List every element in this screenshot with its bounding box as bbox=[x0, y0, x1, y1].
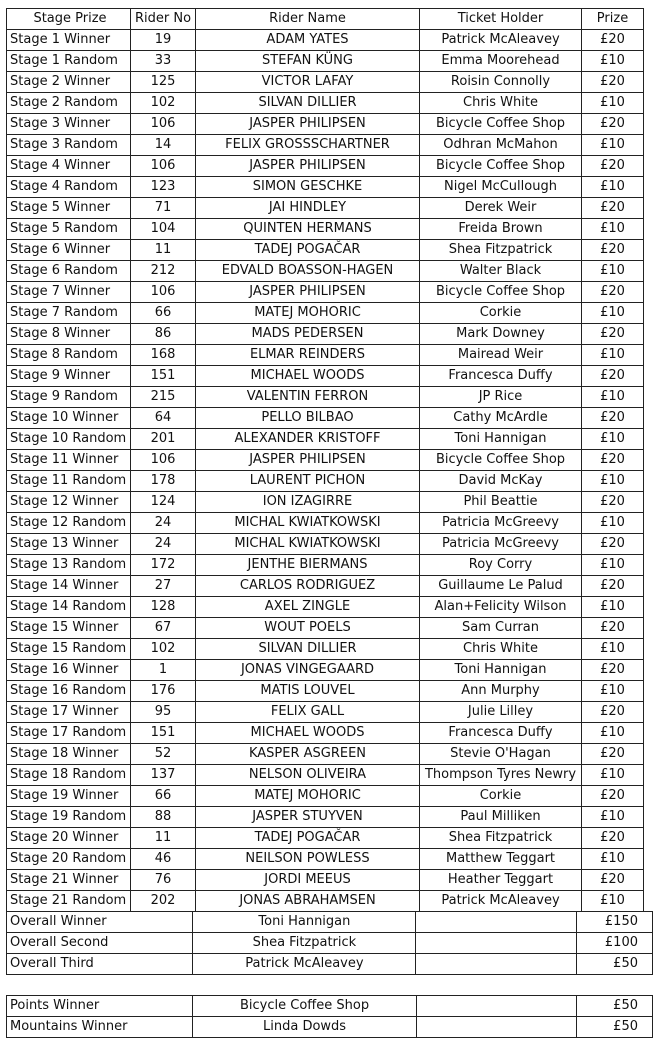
table-row bbox=[7, 555, 644, 576]
table-row bbox=[7, 30, 644, 51]
stage-prize-cell: Stage 3 Random bbox=[7, 135, 131, 156]
table-row bbox=[7, 807, 644, 828]
rider-name-cell: MICHAEL WOODS bbox=[196, 366, 420, 387]
prize-cell: £10 bbox=[582, 177, 644, 198]
rider-no-cell: 76 bbox=[131, 870, 196, 891]
header-rider-no: Rider No bbox=[131, 9, 196, 30]
rider-no-cell: 215 bbox=[131, 387, 196, 408]
blank-cell bbox=[416, 933, 577, 954]
rider-name-cell: JAI HINDLEY bbox=[196, 198, 420, 219]
prize-cell: £20 bbox=[582, 72, 644, 93]
stage-prize-cell: Stage 9 Random bbox=[7, 387, 131, 408]
rider-name-cell: MICHAEL WOODS bbox=[196, 723, 420, 744]
ticket-holder-cell: David McKay bbox=[420, 471, 582, 492]
table-row bbox=[7, 282, 644, 303]
rider-no-cell: 71 bbox=[131, 198, 196, 219]
rider-name-cell: LAURENT PICHON bbox=[196, 471, 420, 492]
ticket-holder-cell: Mairead Weir bbox=[420, 345, 582, 366]
table-row bbox=[7, 135, 644, 156]
ticket-holder-cell: Nigel McCullough bbox=[420, 177, 582, 198]
prize-cell: £20 bbox=[582, 240, 644, 261]
award-winner-cell: Toni Hannigan bbox=[193, 912, 416, 933]
summary-row bbox=[7, 996, 653, 1017]
stage-prize-cell: Stage 7 Random bbox=[7, 303, 131, 324]
prize-cell: £10 bbox=[582, 345, 644, 366]
summary-row bbox=[7, 912, 653, 933]
table-row bbox=[7, 261, 644, 282]
prize-cell: £20 bbox=[582, 492, 644, 513]
ticket-holder-cell: Alan+Felicity Wilson bbox=[420, 597, 582, 618]
rider-name-cell: SIMON GESCHKE bbox=[196, 177, 420, 198]
stage-prize-cell: Stage 21 Random bbox=[7, 891, 131, 912]
stage-prize-cell: Stage 20 Winner bbox=[7, 828, 131, 849]
overall-results-table bbox=[6, 911, 653, 975]
table-row bbox=[7, 156, 644, 177]
ticket-holder-cell: Freida Brown bbox=[420, 219, 582, 240]
summary-row bbox=[7, 933, 653, 954]
prize-cell: £10 bbox=[582, 723, 644, 744]
summary-row bbox=[7, 954, 653, 975]
stage-results-table bbox=[6, 8, 644, 912]
header-ticket-holder: Ticket Holder bbox=[420, 9, 582, 30]
prize-cell: £20 bbox=[582, 534, 644, 555]
ticket-holder-cell: Roy Corry bbox=[420, 555, 582, 576]
stage-prize-cell: Stage 11 Random bbox=[7, 471, 131, 492]
stage-prize-cell: Stage 5 Random bbox=[7, 219, 131, 240]
table-row bbox=[7, 597, 644, 618]
ticket-holder-cell: Bicycle Coffee Shop bbox=[420, 156, 582, 177]
prize-cell: £20 bbox=[582, 786, 644, 807]
prize-cell: £20 bbox=[582, 366, 644, 387]
prize-cell: £10 bbox=[582, 597, 644, 618]
rider-no-cell: 86 bbox=[131, 324, 196, 345]
table-row bbox=[7, 408, 644, 429]
stage-prize-cell: Stage 12 Random bbox=[7, 513, 131, 534]
stage-prize-cell: Stage 5 Winner bbox=[7, 198, 131, 219]
ticket-holder-cell: Patrick McAleavey bbox=[420, 891, 582, 912]
ticket-holder-cell: Toni Hannigan bbox=[420, 660, 582, 681]
rider-no-cell: 151 bbox=[131, 723, 196, 744]
summary-row bbox=[7, 1017, 653, 1038]
rider-no-cell: 124 bbox=[131, 492, 196, 513]
rider-name-cell: JASPER PHILIPSEN bbox=[196, 156, 420, 177]
stage-prize-cell: Stage 8 Winner bbox=[7, 324, 131, 345]
prize-cell: £10 bbox=[582, 807, 644, 828]
rider-no-cell: 172 bbox=[131, 555, 196, 576]
ticket-holder-cell: Mark Downey bbox=[420, 324, 582, 345]
rider-name-cell: WOUT POELS bbox=[196, 618, 420, 639]
award-prize-cell: £150 bbox=[577, 912, 653, 933]
stage-prize-cell: Stage 8 Random bbox=[7, 345, 131, 366]
ticket-holder-cell: Patricia McGreevy bbox=[420, 513, 582, 534]
table-row bbox=[7, 681, 644, 702]
ticket-holder-cell: Guillaume Le Palud bbox=[420, 576, 582, 597]
rider-name-cell: NEILSON POWLESS bbox=[196, 849, 420, 870]
table-row bbox=[7, 240, 644, 261]
ticket-holder-cell: Paul Milliken bbox=[420, 807, 582, 828]
rider-no-cell: 168 bbox=[131, 345, 196, 366]
stage-prize-cell: Stage 4 Winner bbox=[7, 156, 131, 177]
ticket-holder-cell: Francesca Duffy bbox=[420, 366, 582, 387]
table-row bbox=[7, 660, 644, 681]
table-row bbox=[7, 849, 644, 870]
prize-cell: £10 bbox=[582, 261, 644, 282]
ticket-holder-cell: Thompson Tyres Newry bbox=[420, 765, 582, 786]
rider-no-cell: 106 bbox=[131, 450, 196, 471]
table-row bbox=[7, 639, 644, 660]
award-label-cell: Overall Third bbox=[7, 954, 193, 975]
stage-prize-cell: Stage 15 Random bbox=[7, 639, 131, 660]
ticket-holder-cell: Francesca Duffy bbox=[420, 723, 582, 744]
rider-no-cell: 67 bbox=[131, 618, 196, 639]
rider-no-cell: 128 bbox=[131, 597, 196, 618]
ticket-holder-cell: Julie Lilley bbox=[420, 702, 582, 723]
rider-no-cell: 95 bbox=[131, 702, 196, 723]
award-label-cell: Overall Winner bbox=[7, 912, 193, 933]
ticket-holder-cell: Roisin Connolly bbox=[420, 72, 582, 93]
ticket-holder-cell: Bicycle Coffee Shop bbox=[420, 114, 582, 135]
rider-no-cell: 202 bbox=[131, 891, 196, 912]
ticket-holder-cell: Phil Beattie bbox=[420, 492, 582, 513]
rider-no-cell: 52 bbox=[131, 744, 196, 765]
ticket-holder-cell: Walter Black bbox=[420, 261, 582, 282]
stage-prize-cell: Stage 12 Winner bbox=[7, 492, 131, 513]
ticket-holder-cell: Bicycle Coffee Shop bbox=[420, 450, 582, 471]
header-stage-prize: Stage Prize bbox=[7, 9, 131, 30]
rider-no-cell: 201 bbox=[131, 429, 196, 450]
blank-cell bbox=[416, 912, 577, 933]
table-row bbox=[7, 219, 644, 240]
jersey-awards-table bbox=[6, 995, 653, 1038]
rider-no-cell: 104 bbox=[131, 219, 196, 240]
rider-name-cell: TADEJ POGAČAR bbox=[196, 828, 420, 849]
stage-prize-cell: Stage 21 Winner bbox=[7, 870, 131, 891]
prize-cell: £10 bbox=[582, 639, 644, 660]
table-row bbox=[7, 324, 644, 345]
prize-cell: £10 bbox=[582, 471, 644, 492]
prize-cell: £10 bbox=[582, 303, 644, 324]
rider-name-cell: ION IZAGIRRE bbox=[196, 492, 420, 513]
table-row bbox=[7, 870, 644, 891]
rider-no-cell: 66 bbox=[131, 786, 196, 807]
prize-cell: £20 bbox=[582, 576, 644, 597]
award-label-cell: Mountains Winner bbox=[7, 1017, 193, 1038]
header-prize: Prize bbox=[582, 9, 644, 30]
rider-no-cell: 24 bbox=[131, 513, 196, 534]
prize-cell: £10 bbox=[582, 429, 644, 450]
table-row bbox=[7, 618, 644, 639]
prize-cell: £10 bbox=[582, 891, 644, 912]
table-row bbox=[7, 366, 644, 387]
stage-prize-cell: Stage 17 Random bbox=[7, 723, 131, 744]
stage-prize-cell: Stage 13 Random bbox=[7, 555, 131, 576]
table-row bbox=[7, 786, 644, 807]
prize-cell: £20 bbox=[582, 828, 644, 849]
rider-no-cell: 66 bbox=[131, 303, 196, 324]
table-row bbox=[7, 534, 644, 555]
award-winner-cell: Linda Dowds bbox=[193, 1017, 416, 1038]
rider-name-cell: JASPER PHILIPSEN bbox=[196, 114, 420, 135]
prize-cell: £10 bbox=[582, 135, 644, 156]
stage-prize-cell: Stage 6 Random bbox=[7, 261, 131, 282]
table-row bbox=[7, 576, 644, 597]
rider-no-cell: 125 bbox=[131, 72, 196, 93]
prize-cell: £20 bbox=[582, 30, 644, 51]
ticket-holder-cell: Bicycle Coffee Shop bbox=[420, 282, 582, 303]
award-winner-cell: Bicycle Coffee Shop bbox=[193, 996, 416, 1017]
table-row bbox=[7, 177, 644, 198]
header-row bbox=[7, 9, 644, 30]
rider-name-cell: FELIX GALL bbox=[196, 702, 420, 723]
rider-name-cell: ADAM YATES bbox=[196, 30, 420, 51]
award-prize-cell: £50 bbox=[577, 954, 653, 975]
table-row bbox=[7, 450, 644, 471]
rider-name-cell: MATIS LOUVEL bbox=[196, 681, 420, 702]
rider-no-cell: 64 bbox=[131, 408, 196, 429]
stage-prize-cell: Stage 14 Random bbox=[7, 597, 131, 618]
rider-no-cell: 102 bbox=[131, 93, 196, 114]
stage-prize-cell: Stage 15 Winner bbox=[7, 618, 131, 639]
ticket-holder-cell: JP Rice bbox=[420, 387, 582, 408]
table-row bbox=[7, 723, 644, 744]
prize-cell: £20 bbox=[582, 660, 644, 681]
rider-no-cell: 212 bbox=[131, 261, 196, 282]
stage-prize-cell: Stage 19 Winner bbox=[7, 786, 131, 807]
prize-cell: £20 bbox=[582, 324, 644, 345]
stage-prize-cell: Stage 1 Winner bbox=[7, 30, 131, 51]
ticket-holder-cell: Chris White bbox=[420, 93, 582, 114]
rider-name-cell: KASPER ASGREEN bbox=[196, 744, 420, 765]
blank-cell bbox=[416, 954, 577, 975]
rider-no-cell: 88 bbox=[131, 807, 196, 828]
prize-cell: £10 bbox=[582, 93, 644, 114]
table-row bbox=[7, 72, 644, 93]
rider-no-cell: 27 bbox=[131, 576, 196, 597]
stage-prize-cell: Stage 2 Winner bbox=[7, 72, 131, 93]
ticket-holder-cell: Toni Hannigan bbox=[420, 429, 582, 450]
rider-name-cell: MATEJ MOHORIC bbox=[196, 303, 420, 324]
award-prize-cell: £50 bbox=[577, 1017, 653, 1038]
rider-no-cell: 123 bbox=[131, 177, 196, 198]
rider-name-cell: MADS PEDERSEN bbox=[196, 324, 420, 345]
prize-cell: £10 bbox=[582, 681, 644, 702]
rider-name-cell: MICHAL KWIATKOWSKI bbox=[196, 534, 420, 555]
rider-no-cell: 106 bbox=[131, 282, 196, 303]
stage-prize-cell: Stage 20 Random bbox=[7, 849, 131, 870]
rider-name-cell: JASPER PHILIPSEN bbox=[196, 450, 420, 471]
rider-name-cell: MATEJ MOHORIC bbox=[196, 786, 420, 807]
ticket-holder-cell: Patrick McAleavey bbox=[420, 30, 582, 51]
award-winner-cell: Patrick McAleavey bbox=[193, 954, 416, 975]
prize-cell: £20 bbox=[582, 156, 644, 177]
rider-no-cell: 11 bbox=[131, 240, 196, 261]
table-row bbox=[7, 387, 644, 408]
ticket-holder-cell: Sam Curran bbox=[420, 618, 582, 639]
rider-name-cell: JONAS VINGEGAARD bbox=[196, 660, 420, 681]
table-row bbox=[7, 492, 644, 513]
rider-name-cell: JASPER PHILIPSEN bbox=[196, 282, 420, 303]
table-row bbox=[7, 765, 644, 786]
stage-prize-cell: Stage 19 Random bbox=[7, 807, 131, 828]
stage-prize-cell: Stage 9 Winner bbox=[7, 366, 131, 387]
rider-name-cell: QUINTEN HERMANS bbox=[196, 219, 420, 240]
stage-prize-cell: Stage 7 Winner bbox=[7, 282, 131, 303]
rider-name-cell: AXEL ZINGLE bbox=[196, 597, 420, 618]
stage-prize-cell: Stage 17 Winner bbox=[7, 702, 131, 723]
prize-cell: £10 bbox=[582, 849, 644, 870]
table-row bbox=[7, 702, 644, 723]
stage-prize-cell: Stage 18 Random bbox=[7, 765, 131, 786]
ticket-holder-cell: Corkie bbox=[420, 786, 582, 807]
table-row bbox=[7, 51, 644, 72]
prize-cell: £10 bbox=[582, 765, 644, 786]
ticket-holder-cell: Heather Teggart bbox=[420, 870, 582, 891]
rider-name-cell: FELIX GROSSSCHARTNER bbox=[196, 135, 420, 156]
rider-name-cell: EDVALD BOASSON-HAGEN bbox=[196, 261, 420, 282]
prize-cell: £20 bbox=[582, 702, 644, 723]
stage-prize-cell: Stage 10 Random bbox=[7, 429, 131, 450]
ticket-holder-cell: Stevie O'Hagan bbox=[420, 744, 582, 765]
ticket-holder-cell: Corkie bbox=[420, 303, 582, 324]
rider-no-cell: 1 bbox=[131, 660, 196, 681]
table-row bbox=[7, 471, 644, 492]
prize-cell: £20 bbox=[582, 408, 644, 429]
rider-name-cell: JORDI MEEUS bbox=[196, 870, 420, 891]
ticket-holder-cell: Chris White bbox=[420, 639, 582, 660]
ticket-holder-cell: Matthew Teggart bbox=[420, 849, 582, 870]
prize-cell: £20 bbox=[582, 744, 644, 765]
header-rider-name: Rider Name bbox=[196, 9, 420, 30]
table-row bbox=[7, 114, 644, 135]
rider-no-cell: 24 bbox=[131, 534, 196, 555]
rider-name-cell: SILVAN DILLIER bbox=[196, 93, 420, 114]
ticket-holder-cell: Cathy McArdle bbox=[420, 408, 582, 429]
stage-prize-cell: Stage 4 Random bbox=[7, 177, 131, 198]
stage-prize-cell: Stage 18 Winner bbox=[7, 744, 131, 765]
prize-cell: £10 bbox=[582, 51, 644, 72]
prize-cell: £20 bbox=[582, 114, 644, 135]
award-prize-cell: £100 bbox=[577, 933, 653, 954]
award-label-cell: Overall Second bbox=[7, 933, 193, 954]
rider-name-cell: VALENTIN FERRON bbox=[196, 387, 420, 408]
stage-prize-cell: Stage 3 Winner bbox=[7, 114, 131, 135]
rider-name-cell: NELSON OLIVEIRA bbox=[196, 765, 420, 786]
stage-prize-cell: Stage 14 Winner bbox=[7, 576, 131, 597]
rider-no-cell: 151 bbox=[131, 366, 196, 387]
stage-prize-cell: Stage 16 Winner bbox=[7, 660, 131, 681]
rider-no-cell: 176 bbox=[131, 681, 196, 702]
stage-prize-cell: Stage 6 Winner bbox=[7, 240, 131, 261]
prize-cell: £10 bbox=[582, 513, 644, 534]
blank-cell bbox=[416, 1017, 577, 1038]
rider-name-cell: VICTOR LAFAY bbox=[196, 72, 420, 93]
table-row bbox=[7, 198, 644, 219]
rider-no-cell: 106 bbox=[131, 114, 196, 135]
blank-cell bbox=[416, 996, 577, 1017]
rider-name-cell: TADEJ POGAČAR bbox=[196, 240, 420, 261]
rider-name-cell: JASPER STUYVEN bbox=[196, 807, 420, 828]
rider-no-cell: 14 bbox=[131, 135, 196, 156]
rider-no-cell: 178 bbox=[131, 471, 196, 492]
stage-prize-cell: Stage 11 Winner bbox=[7, 450, 131, 471]
table-row bbox=[7, 345, 644, 366]
ticket-holder-cell: Emma Moorehead bbox=[420, 51, 582, 72]
prize-cell: £20 bbox=[582, 618, 644, 639]
rider-no-cell: 106 bbox=[131, 156, 196, 177]
table-row bbox=[7, 828, 644, 849]
table-row bbox=[7, 891, 644, 912]
stage-prize-cell: Stage 10 Winner bbox=[7, 408, 131, 429]
prize-cell: £20 bbox=[582, 870, 644, 891]
rider-name-cell: STEFAN KÜNG bbox=[196, 51, 420, 72]
rider-name-cell: SILVAN DILLIER bbox=[196, 639, 420, 660]
stage-prize-cell: Stage 1 Random bbox=[7, 51, 131, 72]
stage-prize-cell: Stage 2 Random bbox=[7, 93, 131, 114]
award-winner-cell: Shea Fitzpatrick bbox=[193, 933, 416, 954]
prize-cell: £10 bbox=[582, 555, 644, 576]
stage-results-body bbox=[7, 30, 644, 912]
table-row bbox=[7, 303, 644, 324]
prize-cell: £20 bbox=[582, 282, 644, 303]
rider-no-cell: 102 bbox=[131, 639, 196, 660]
rider-no-cell: 11 bbox=[131, 828, 196, 849]
award-label-cell: Points Winner bbox=[7, 996, 193, 1017]
rider-name-cell: ALEXANDER KRISTOFF bbox=[196, 429, 420, 450]
stage-prize-cell: Stage 16 Random bbox=[7, 681, 131, 702]
ticket-holder-cell: Shea Fitzpatrick bbox=[420, 240, 582, 261]
rider-name-cell: JONAS ABRAHAMSEN bbox=[196, 891, 420, 912]
award-prize-cell: £50 bbox=[577, 996, 653, 1017]
ticket-holder-cell: Shea Fitzpatrick bbox=[420, 828, 582, 849]
table-row bbox=[7, 93, 644, 114]
table-row bbox=[7, 429, 644, 450]
rider-name-cell: MICHAL KWIATKOWSKI bbox=[196, 513, 420, 534]
prize-cell: £10 bbox=[582, 387, 644, 408]
ticket-holder-cell: Odhran McMahon bbox=[420, 135, 582, 156]
stage-prize-cell: Stage 13 Winner bbox=[7, 534, 131, 555]
table-row bbox=[7, 513, 644, 534]
rider-name-cell: CARLOS RODRIGUEZ bbox=[196, 576, 420, 597]
ticket-holder-cell: Ann Murphy bbox=[420, 681, 582, 702]
prize-cell: £20 bbox=[582, 198, 644, 219]
rider-no-cell: 137 bbox=[131, 765, 196, 786]
rider-name-cell: JENTHE BIERMANS bbox=[196, 555, 420, 576]
rider-name-cell: ELMAR REINDERS bbox=[196, 345, 420, 366]
rider-no-cell: 46 bbox=[131, 849, 196, 870]
prize-cell: £10 bbox=[582, 219, 644, 240]
rider-no-cell: 33 bbox=[131, 51, 196, 72]
table-row bbox=[7, 744, 644, 765]
prize-cell: £20 bbox=[582, 450, 644, 471]
ticket-holder-cell: Patricia McGreevy bbox=[420, 534, 582, 555]
rider-name-cell: PELLO BILBAO bbox=[196, 408, 420, 429]
rider-no-cell: 19 bbox=[131, 30, 196, 51]
ticket-holder-cell: Derek Weir bbox=[420, 198, 582, 219]
